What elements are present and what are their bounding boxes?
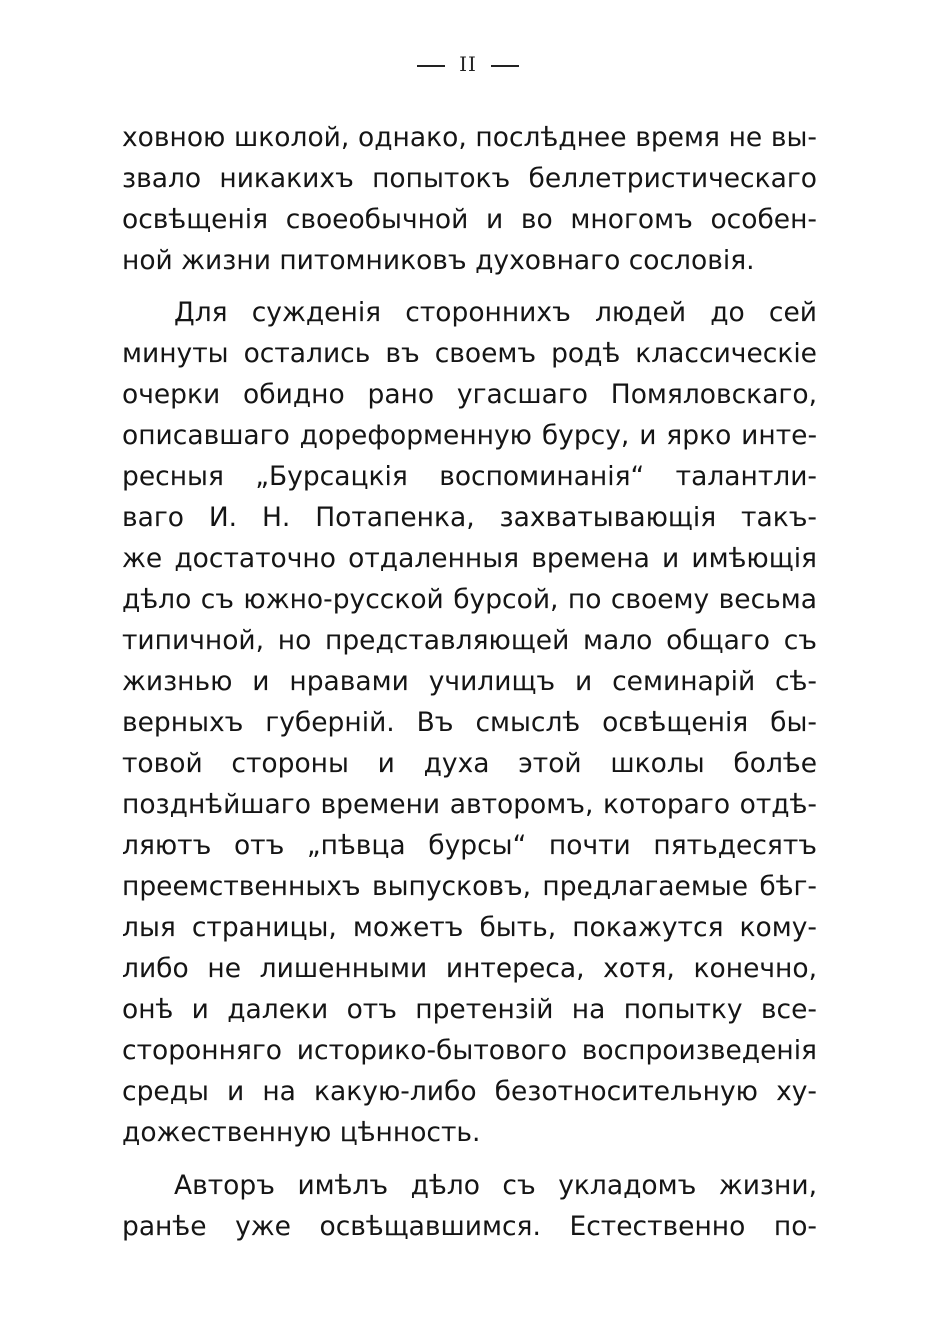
header-dash-left	[417, 65, 445, 67]
paragraph-3	[122, 1165, 817, 1247]
text-line: ляютъ отъ „пѣвца бурсы“ почти пятьдесятъ	[122, 830, 817, 861]
text-line: верныхъ губерній. Въ смыслѣ освѣщенія бы-	[122, 707, 817, 738]
text-line: типичной, но представляющей мало общаго съ	[122, 625, 817, 656]
text-line: ресныя „Бурсацкія воспоминанія“ талантли-	[122, 461, 817, 492]
text-line: описавшаго дореформенную бурсу, и ярко инте-	[122, 420, 817, 451]
paragraph-spacer	[122, 1153, 817, 1165]
page-number: II	[459, 52, 477, 76]
text-line: лыя страницы, можетъ быть, покажутся кому-	[122, 912, 817, 943]
page-header	[0, 52, 936, 76]
text-line: освѣщенія своеобычной и во многомъ особен-	[122, 204, 817, 235]
text-line: же достаточно отдаленныя времена и имѣющія	[122, 543, 817, 574]
text-line: Авторъ имѣлъ дѣло съ укладомъ жизни,	[174, 1170, 817, 1201]
text-line: жизнью и нравами училищъ и семинарій сѣ-	[122, 666, 817, 697]
text-line: Для сужденія стороннихъ людей до сей	[174, 297, 817, 328]
paragraph-spacer	[122, 281, 817, 292]
text-line: товой стороны и духа этой школы болѣе	[122, 748, 817, 779]
paragraph-2	[122, 292, 817, 1153]
text-line: ваго И. Н. Потапенка, захватывающія такъ-	[122, 502, 817, 533]
text-line: сторонняго историко-бытового воспроизведенія	[122, 1035, 817, 1066]
body-text	[122, 117, 817, 1247]
text-line: дожественную цѣнность.	[122, 1117, 481, 1148]
text-line: минуты остались въ своемъ родѣ классическіе	[122, 338, 817, 369]
text-line: преемственныхъ выпусковъ, предлагаемые бѣг-	[122, 871, 817, 902]
text-line: ной жизни питомниковъ духовнаго сословія.	[122, 245, 755, 276]
header-dash-right	[491, 65, 519, 67]
text-line: онѣ и далеки отъ претензій на попытку все-	[122, 994, 817, 1025]
text-line: дѣло съ южно-русской бурсой, по своему весьма	[122, 584, 817, 615]
text-line: позднѣйшаго времени авторомъ, котораго отдѣ-	[122, 789, 817, 820]
text-line: среды и на какую-либо безотносительную ху-	[122, 1076, 817, 1107]
text-line: очерки обидно рано угасшаго Помяловскаго,	[122, 379, 817, 410]
text-line: ховною школой, однако, послѣднее время не вы-	[122, 122, 817, 153]
text-line: либо не лишенными интереса, хотя, конечно,	[122, 953, 817, 984]
text-line: звало никакихъ попытокъ беллетристическаго	[122, 163, 817, 194]
text-line: ранѣе уже освѣщавшимся. Естественно по-	[122, 1211, 817, 1242]
paragraph-1	[122, 117, 817, 281]
